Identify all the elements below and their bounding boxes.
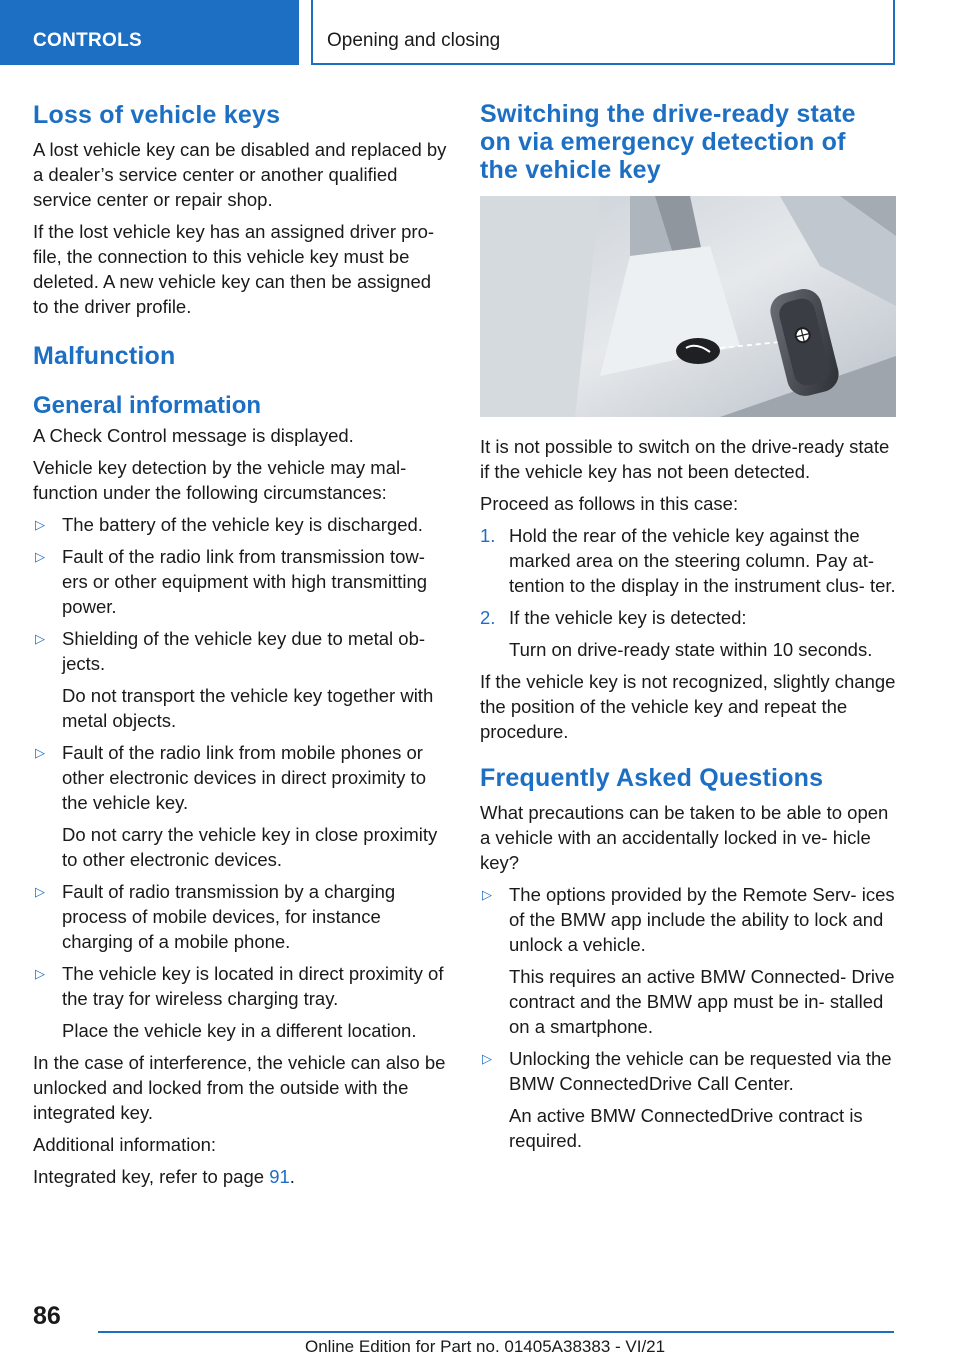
step-number: 1. bbox=[480, 525, 496, 546]
list-item-note: Place the vehicle key in a different location. bbox=[62, 1020, 417, 1041]
list-item bbox=[480, 1046, 896, 1153]
switch-paragraph-3: If the vehicle key is not recognized, slightly change the position of the vehicle key and repeat the procedure. bbox=[480, 671, 896, 742]
faq-heading: Frequently Asked Questions bbox=[480, 764, 824, 792]
chapter-label: CONTROLS bbox=[33, 30, 143, 51]
reference-text: Integrated key, refer to page bbox=[33, 1166, 270, 1187]
integrated-key-reference bbox=[33, 1164, 449, 1189]
list-item bbox=[33, 626, 449, 733]
list-item bbox=[33, 512, 449, 537]
list-item-text: Fault of the radio link from mobile phones or other electronic devices in direct proximity to the vehicle key. bbox=[62, 742, 426, 813]
right-column bbox=[480, 100, 896, 1153]
list-item-note: This requires an active BMW Connected‐ Drive contract and the BMW app must be in‐ stalled on a smartphone. bbox=[509, 966, 895, 1037]
list-item-note: Do not carry the vehicle key in close proximity to other electronic devices. bbox=[62, 824, 438, 870]
chapter-tab[interactable] bbox=[0, 0, 299, 65]
malfunction-heading: Malfunction bbox=[33, 342, 176, 370]
procedure-steps bbox=[480, 523, 896, 662]
steering-column-key-illustration bbox=[480, 196, 896, 417]
list-item-text: Fault of radio transmission by a charging process of mobile devices, for instance charging of a mobile phone. bbox=[62, 881, 396, 952]
triangle-right-icon: ▷ bbox=[35, 517, 45, 532]
page-link[interactable]: 91 bbox=[269, 1166, 290, 1187]
faq-answer-list bbox=[480, 882, 896, 1153]
loss-paragraph-1: A lost vehicle key can be disabled and replaced by a dealer’s service center or another qualified service center or repair shop. bbox=[33, 139, 447, 210]
list-item bbox=[33, 544, 449, 619]
triangle-right-icon: ▷ bbox=[35, 631, 45, 646]
left-column bbox=[33, 100, 449, 1189]
loss-paragraph-2: If the lost vehicle key has an assigned driver pro‐ file, the connection to this vehicle key must be deleted. A new vehicle key can then be assigned to the driver profile. bbox=[33, 221, 435, 317]
triangle-right-icon: ▷ bbox=[482, 887, 492, 902]
list-item-note: Do not transport the vehicle key together with metal objects. bbox=[62, 685, 434, 731]
step-number: 2. bbox=[480, 607, 496, 628]
general-paragraph-2: Vehicle key detection by the vehicle may mal‐ function under the following circumstances: bbox=[33, 457, 407, 503]
switch-heading: Switching the drive-ready state on via emergency detection of the vehicle key bbox=[480, 100, 856, 184]
list-item bbox=[33, 879, 449, 954]
switch-paragraph-1: It is not possible to switch on the drive-ready state if the vehicle key has not been detected. bbox=[480, 436, 890, 482]
edition-footer: Online Edition for Part no. 01405A38383 - VI/21 bbox=[305, 1337, 666, 1356]
general-paragraph-1: A Check Control message is displayed. bbox=[33, 425, 354, 446]
reference-suffix: . bbox=[289, 1166, 295, 1187]
triangle-right-icon: ▷ bbox=[35, 966, 45, 981]
step-note: Turn on drive-ready state within 10 seconds. bbox=[509, 639, 873, 660]
switch-paragraph-2: Proceed as follows in this case: bbox=[480, 493, 739, 514]
list-item-text: The options provided by the Remote Serv‐ ices of the BMW app include the ability to lock and unlock a vehicle. bbox=[509, 884, 895, 955]
list-item-text: Unlocking the vehicle can be requested via the BMW ConnectedDrive Call Center. bbox=[509, 1048, 892, 1094]
list-item bbox=[480, 605, 896, 662]
section-title: Opening and closing bbox=[327, 30, 501, 51]
footer-divider bbox=[98, 1331, 894, 1333]
triangle-right-icon: ▷ bbox=[35, 745, 45, 760]
triangle-right-icon: ▷ bbox=[482, 1051, 492, 1066]
list-item bbox=[480, 523, 896, 598]
list-item bbox=[33, 961, 449, 1043]
list-item-text: The vehicle key is located in direct proximity of the tray for wireless charging tray. bbox=[62, 963, 444, 1009]
step-text: If the vehicle key is detected: bbox=[509, 607, 747, 628]
list-item-text: Fault of the radio link from transmission tow‐ ers or other equipment with high transmitting power. bbox=[62, 546, 428, 617]
page-number: 86 bbox=[33, 1302, 61, 1330]
interference-paragraph: In the case of interference, the vehicle can also be unlocked and locked from the outside with the integrated key. bbox=[33, 1052, 446, 1123]
triangle-right-icon: ▷ bbox=[35, 549, 45, 564]
step-text: Hold the rear of the vehicle key against the marked area on the steering column. Pay at‐ tention to the display in the instrument clus‐ ter. bbox=[509, 525, 896, 596]
circumstance-list bbox=[33, 512, 449, 1043]
list-item-text: Shielding of the vehicle key due to metal ob‐ jects. bbox=[62, 628, 426, 674]
additional-info-label: Additional information: bbox=[33, 1134, 217, 1155]
list-item bbox=[33, 740, 449, 872]
faq-question: What precautions can be taken to be able to open a vehicle with an accidentally locked in ve‐ hicle key? bbox=[480, 802, 889, 873]
list-item-note: An active BMW ConnectedDrive contract is required. bbox=[509, 1105, 863, 1151]
general-info-heading: General information bbox=[33, 392, 262, 419]
triangle-right-icon: ▷ bbox=[35, 884, 45, 899]
loss-heading: Loss of vehicle keys bbox=[33, 101, 281, 129]
list-item-text: The battery of the vehicle key is discharged. bbox=[62, 514, 423, 535]
list-item bbox=[480, 882, 896, 1039]
section-header bbox=[311, 0, 895, 65]
